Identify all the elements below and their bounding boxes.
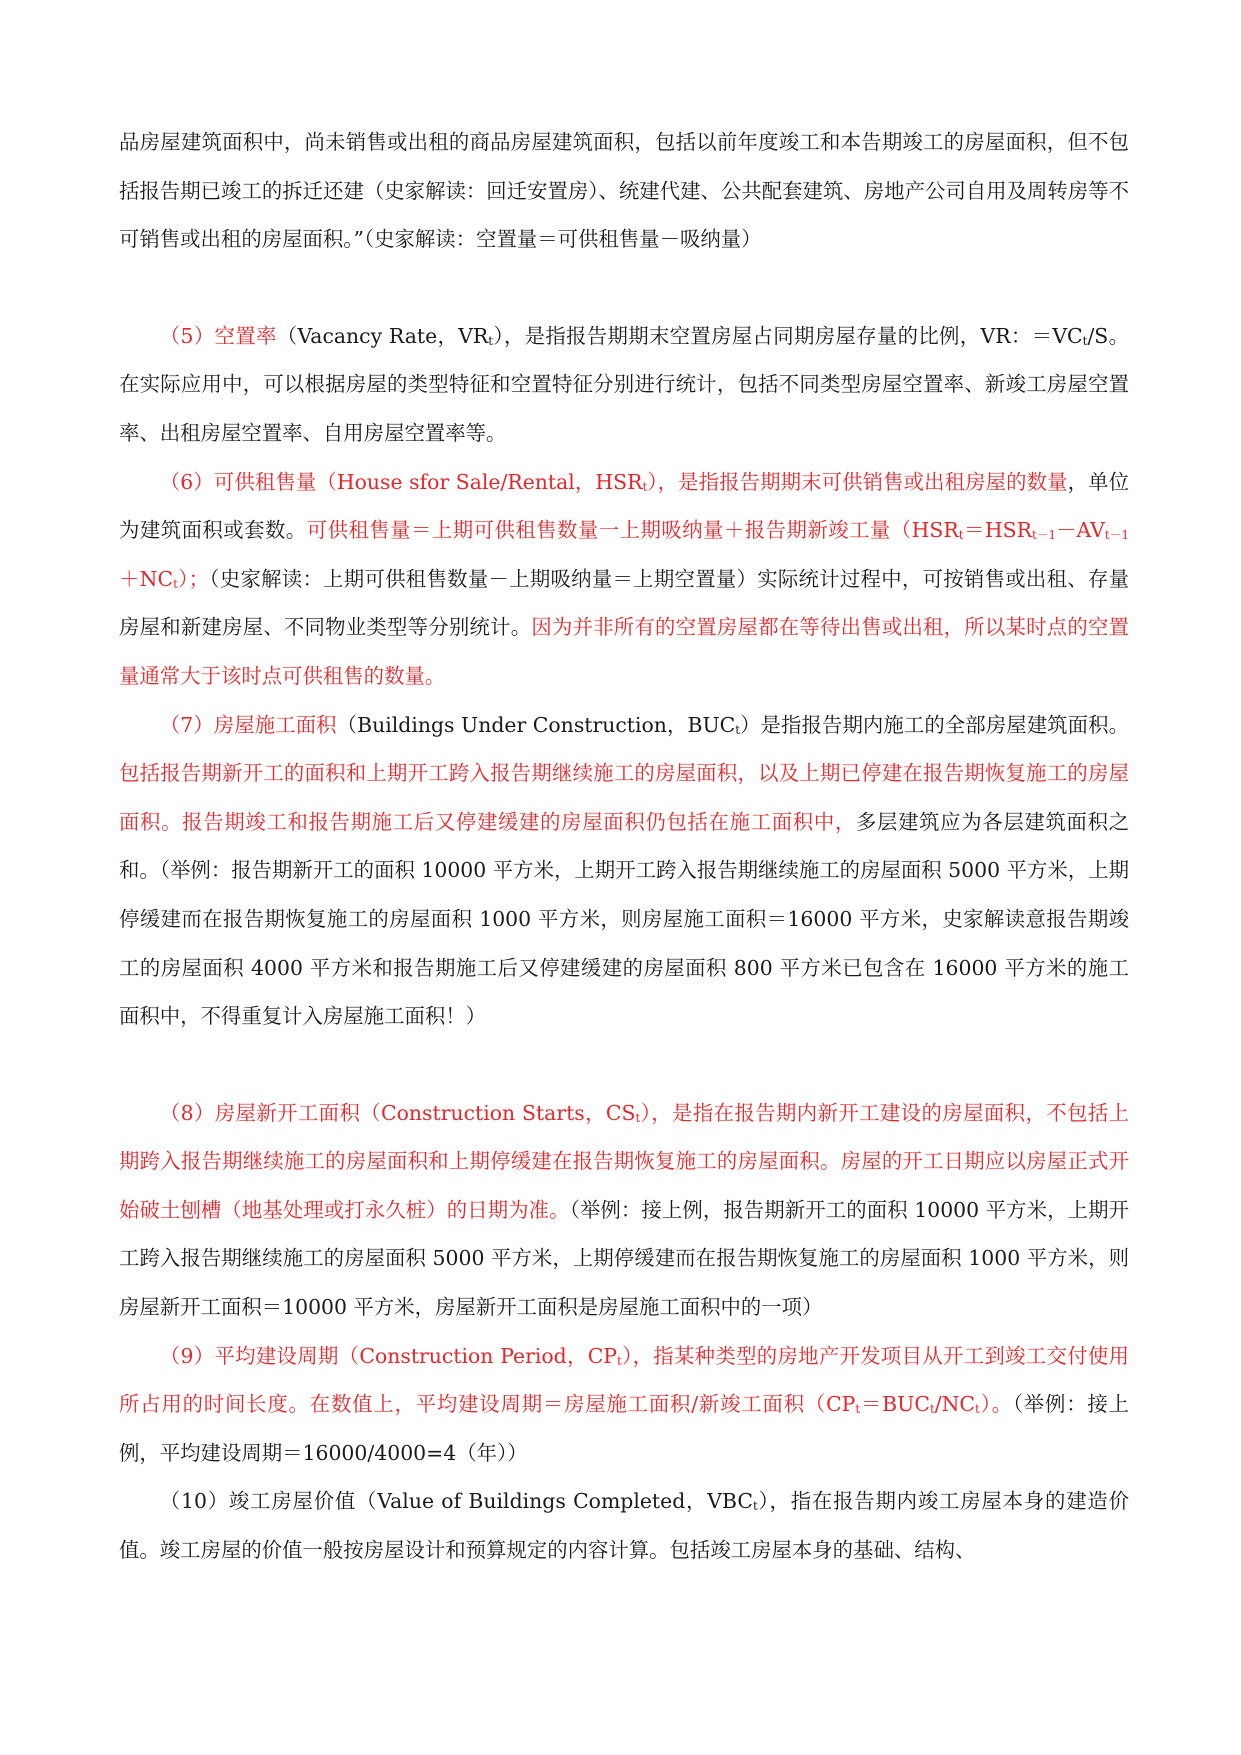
highlighted-text-run: （8）房屋新开工面积（Construction Starts，CS [159, 1100, 636, 1125]
paragraph-intro [119, 118, 1129, 264]
paragraph-7 [119, 701, 1129, 1041]
subscript-run: t [488, 333, 494, 348]
highlighted-text-run: 包括报告期新开工的面积和上期开工跨入报告期继续施工的房屋面积，以及上期已停建在报告期恢复施工的房屋面积。报告期竣工和报告期施工后又停建缓建的房屋面积仍包括在施工面积中， [119, 761, 1129, 834]
text-run: （史家解读：上期可供租售数量－上期吸纳量＝上期空置量）实际统计过程中，可按销售或出租、存量房屋和新建房屋、不同物业类型等分别统计。 [119, 566, 1129, 640]
highlighted-text-run: ＋NC [119, 566, 174, 591]
subscript-run: t [752, 1499, 758, 1514]
highlighted-text-run: ）。 [979, 1392, 1013, 1417]
subscript-run: t [642, 479, 648, 494]
paragraph-10 [119, 1477, 1129, 1574]
subscript-run: t [929, 1402, 935, 1417]
text-run: 品房屋建筑面积中，尚未销售或出租的商品房屋建筑面积，包括以前年度竣工和本告期竣工的房屋面积，但不包括报告期已竣工的拆迁还建（史家解读：回迁安置房）、统建代建、公共配套建筑、房地产公司自用及周转房等不可销售或出租的房屋面积。”（史家解读：空置量＝可供租售量－吸纳量） [119, 130, 1129, 252]
highlighted-text-run: ）； [177, 566, 210, 591]
paragraph-spacer [119, 264, 1129, 312]
highlighted-text-run: ＝HSR [963, 518, 1032, 543]
text-run: ，单位为建筑面积或套数。 [119, 469, 1129, 543]
text-run: /S。在实际应用中，可以根据房屋的类型特征和空置特征分别进行统计，包括不同类型房屋空置率、新竣工房屋空置率、出租房屋空置率、自用房屋空置率等。 [119, 323, 1129, 445]
paragraph-5 [119, 312, 1129, 458]
highlighted-text-run: （7）房屋施工面积 [159, 712, 337, 737]
paragraph-9 [119, 1332, 1129, 1478]
text-run: ），指在报告期内竣工房屋本身的建造价值。竣工房屋的价值一般按房屋设计和预算规定的内容计算。包括竣工房屋本身的基础、结构、 [119, 1489, 1129, 1563]
subscript-run: t [855, 1402, 861, 1417]
subscript-run: t [958, 527, 964, 542]
highlighted-text-run: ＝BUC [860, 1392, 930, 1417]
document-body [119, 118, 1129, 1575]
subscript-run: t [975, 1402, 980, 1417]
subscript-run: t [617, 1353, 622, 1368]
highlighted-text-run: ），是指在报告期内新开工建设的房屋面积，不包括上期跨入报告期继续施工的房屋面积和上期停缓建在报告期恢复施工的房屋面积。房屋的开工日期应以房屋正式开始破土刨槽（地基处理或打永久桩）的日期为准。 [119, 1100, 1129, 1222]
text-run: ），是指报告期期末空置房屋占同期房屋存量的比例，VR：＝VC [493, 323, 1083, 348]
text-run: 多层建筑应为各层建筑面积之和。（举例：报告期新开工的面积 10000 平方米，上期开工跨入报告期继续施工的房屋面积 5000 平方米，上期停缓建而在报告期恢复施工的房屋面积 1000 平方米，则房屋施工面积＝16000 平方米，史家解读意报告期竣工的房屋面积 4000 平方米和报告期施工后又停建缓建的房屋面积 800 平方米已包含在 16000 平方米的施工面积中，不得重复计入房屋施工面积！） [119, 809, 1130, 1029]
subscript-run: t－1 [1104, 527, 1129, 542]
text-run: （举例：接上例，报告期新开工的面积 10000 平方米，上期开工跨入报告期继续施工的房屋面积 5000 平方米，上期停缓建而在报告期恢复施工的房屋面积 1000 平方米，则房屋新开工面积＝10000 平方米，房屋新开工面积是房屋施工面积中的一项） [119, 1197, 1129, 1320]
text-run: ）是指报告期内施工的全部房屋建筑面积。 [740, 712, 1129, 737]
subscript-run: t [735, 722, 740, 737]
highlighted-text-run: －AV [1056, 518, 1105, 543]
highlighted-text-run: （6）可供租售量（House sfor Sale/Rental，HSR [159, 469, 643, 494]
paragraph-spacer [119, 1041, 1129, 1089]
subscript-run: t－1 [1031, 527, 1057, 542]
subscript-run: t [173, 576, 178, 591]
text-run: （举例：接上例，平均建设周期＝16000/4000=4（年）） [119, 1392, 1129, 1465]
text-run: （10）竣工房屋价值（Value of Buildings Completed，VBC [159, 1489, 753, 1514]
highlighted-text-run: 因为并非所有的空置房屋都在等待出售或出租，所以某时点的空置量通常大于该时点可供租售的数量。 [119, 615, 1130, 688]
highlighted-text-run: 可供租售量＝上期可供租售数量一上期吸纳量＋报告期新竣工量（HSR [306, 518, 959, 543]
highlighted-text-run: ），是指报告期期末可供销售或出租房屋的数量 [647, 469, 1068, 494]
paragraph-8 [119, 1089, 1129, 1332]
highlighted-text-run: /NC [934, 1392, 976, 1417]
highlighted-text-run: （9）平均建设周期（Construction Period，CP [159, 1343, 618, 1368]
highlighted-text-run: （5）空置率 [159, 323, 277, 348]
text-run: （Vacancy Rate，VR [276, 323, 489, 348]
text-run: （Buildings Under Construction，BUC [336, 712, 736, 737]
paragraph-6 [119, 458, 1129, 701]
highlighted-text-run: ），指某种类型的房地产开发项目从开工到竣工交付使用所占用的时间长度。在数值上，平均建设周期＝房屋施工面积/新竣工面积（CP [119, 1343, 1129, 1417]
subscript-run: t [635, 1110, 641, 1125]
subscript-run: t [1082, 333, 1088, 348]
